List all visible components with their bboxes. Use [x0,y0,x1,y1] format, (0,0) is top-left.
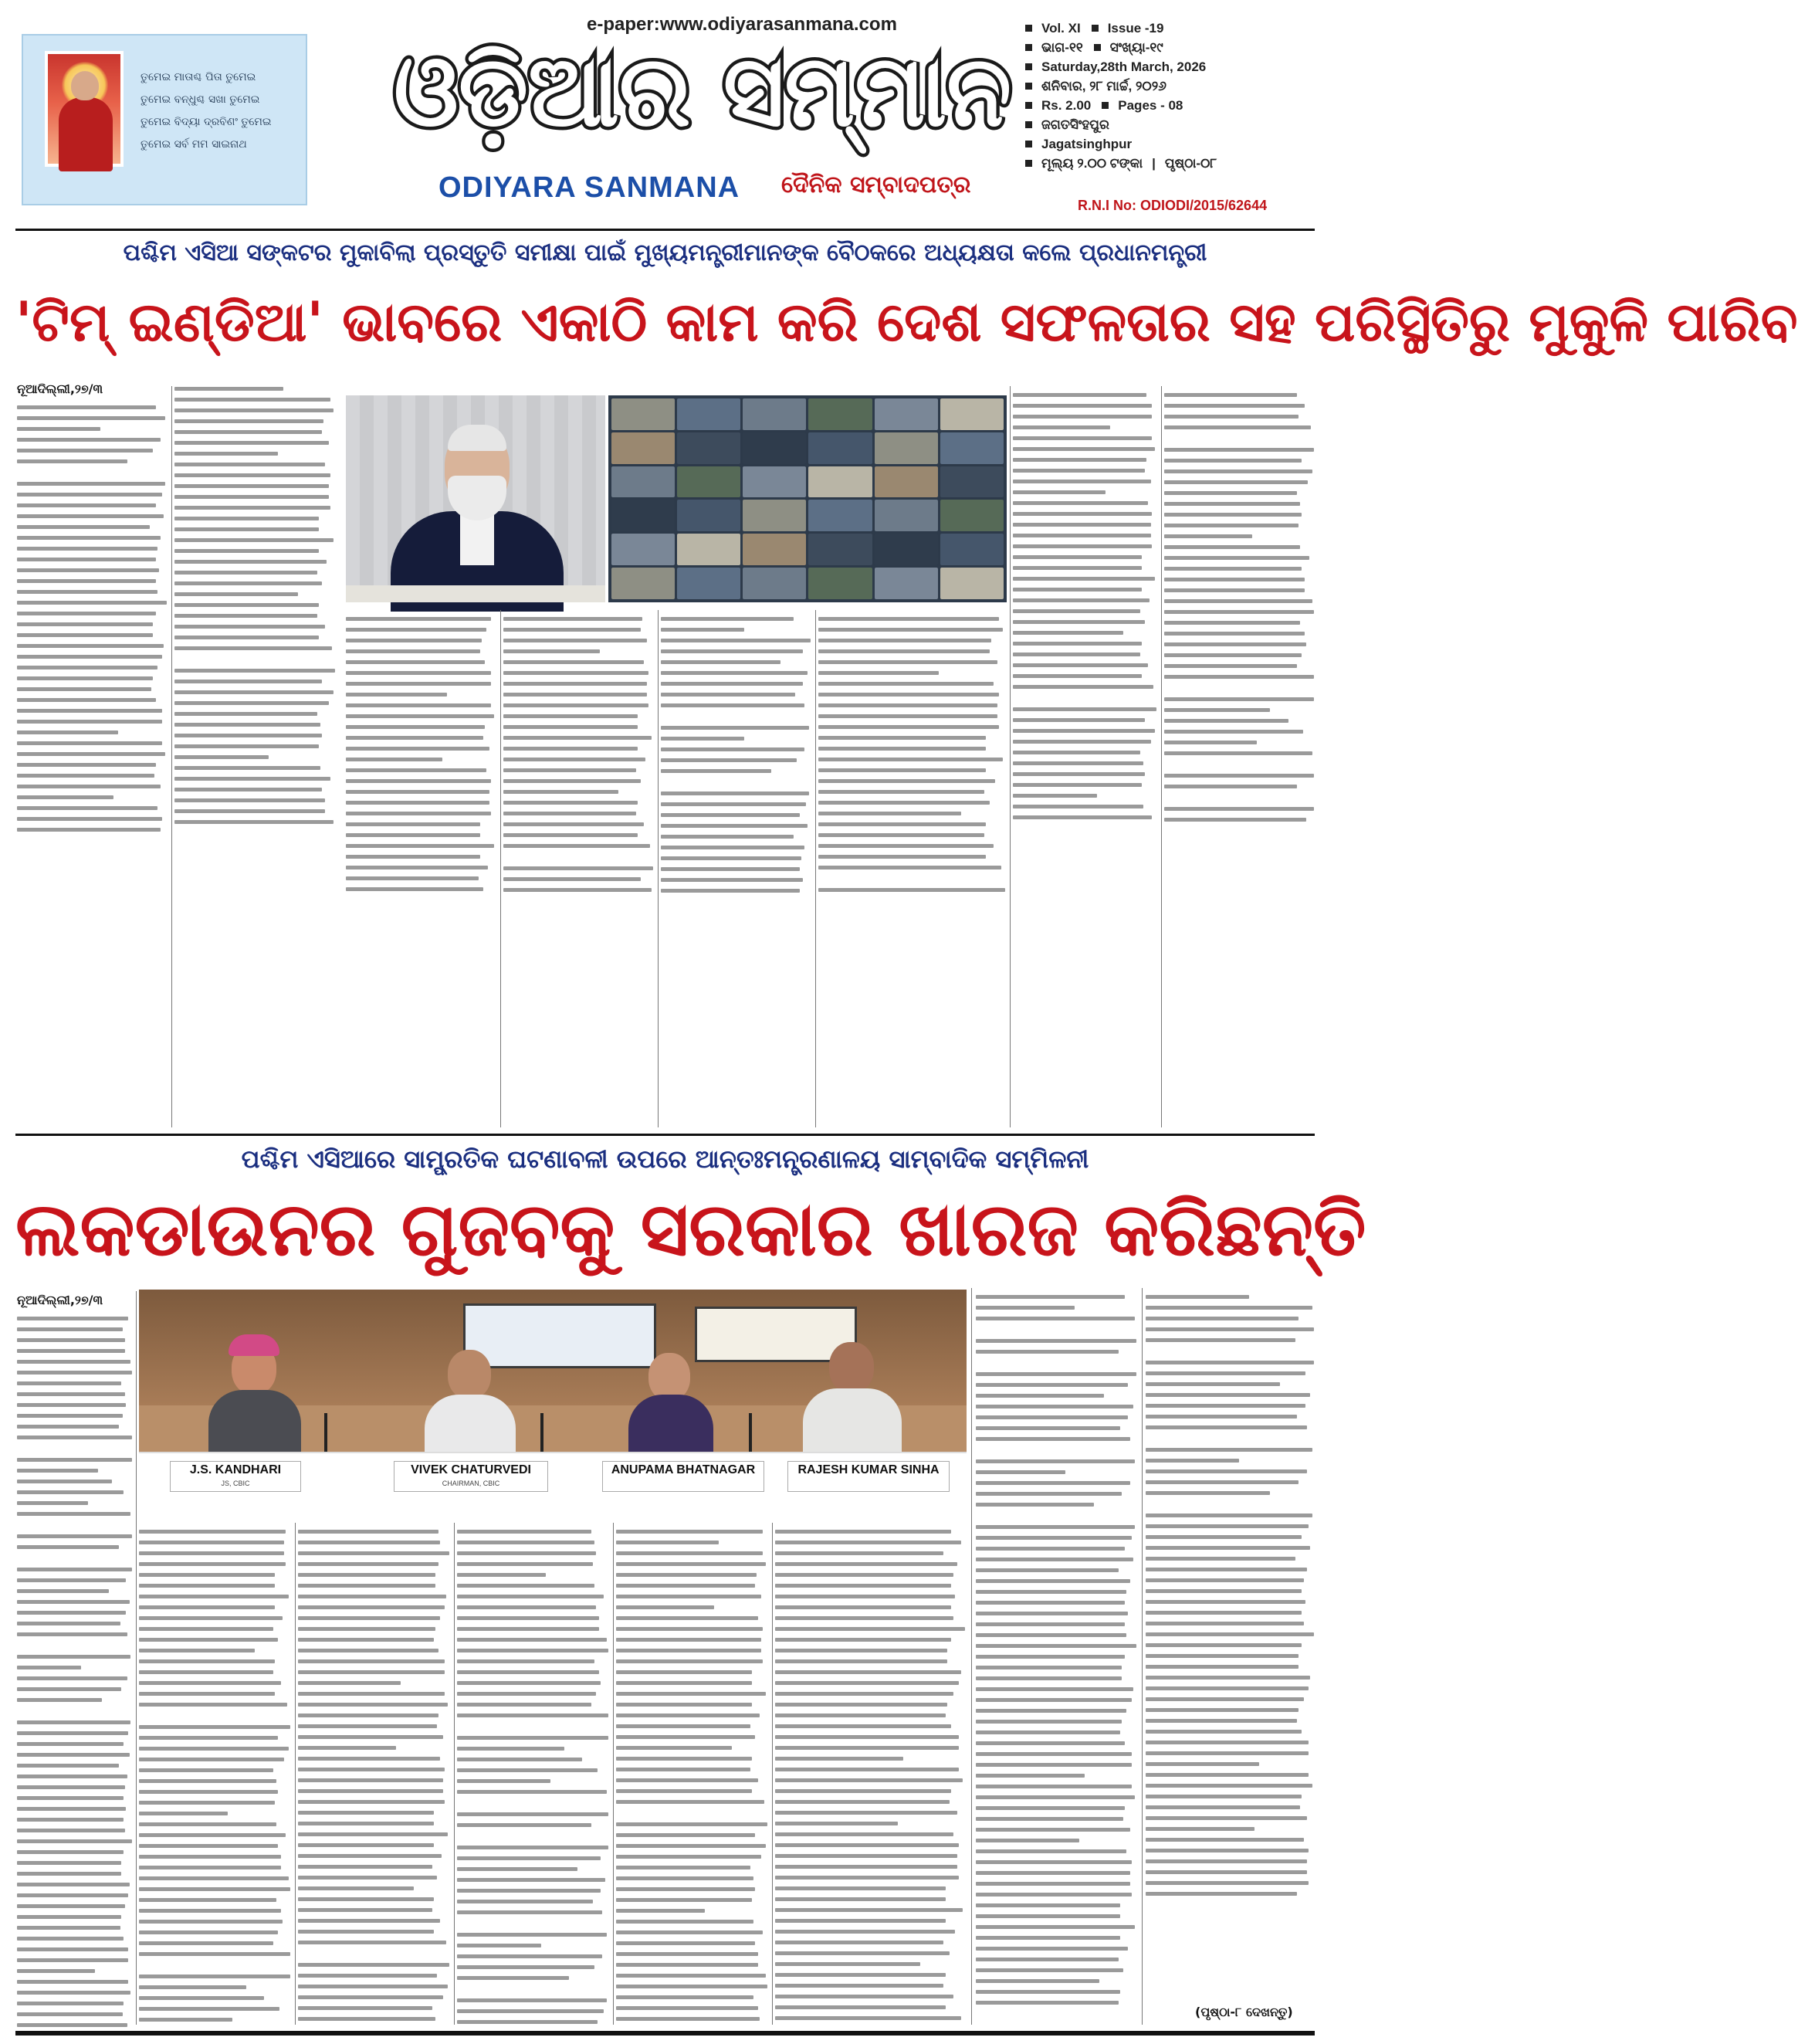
page-bottom-rule [15,2031,1315,2036]
place-english: Jagatsinghpur [1041,136,1133,151]
story1-col-3 [346,610,497,898]
newspaper-tagline: ଦୈନିକ ସମ୍ବାଦପତ୍ର [781,171,971,198]
prayer-lines [141,66,303,156]
story2-kicker: ପଶ୍ଚିମ ଏସିଆରେ ସାମ୍ପ୍ରତିକ ଘଟଣାବଳୀ ଉପରେ ଆନ୍ତଃମନ୍ତ୍ରଣାଳୟ ସାମ୍ବାଦିକ ସମ୍ମିଳନୀ [241,1144,1089,1174]
pages: Pages - 08 [1118,97,1183,113]
story1-col-1 [17,380,168,839]
newspaper-title-english: ODIYARA SANMANA [438,171,740,204]
story1-col-2 [174,380,337,831]
story2-col-2 [139,1523,292,2029]
svg-text:ଓଡ଼ିଆର ସମ୍ମାନ: ଓଡ଼ିଆର ସମ୍ମାନ [394,34,1043,149]
story2-col-4 [457,1523,610,2031]
nameplate-chaturvedi [394,1461,548,1492]
volume: Vol. XI [1041,20,1081,36]
nameplate-bhatnagar [602,1461,764,1492]
story1-kicker: ପଶ୍ଚିମ ଏସିଆ ସଙ୍କଟର ମୁକାବିଲା ପ୍ରସ୍ତୁତି ସମୀକ୍ଷା ପାଇଁ ମୁଖ୍ୟମନ୍ତ୍ରୀମାନଙ୍କ ବୈଠକରେ ଅଧ୍ୟକ୍ଷତା କଲେ ପ୍ରଧାନମନ୍ତ୍ରୀ [123,239,1207,266]
price: Rs. 2.00 [1041,97,1092,113]
date-odia: ଶନିବାର, ୨୮ ମାର୍ଚ୍ଚ, ୨୦୨୬ [1041,78,1166,93]
prayer-line: ତୁମେଇ ବିଦ୍ୟା ଦ୍ରବିଣଂ ତୁମେଇ [141,116,272,128]
story-divider [15,1134,1315,1136]
nameplate-name: J.S. KANDHARI [189,1463,282,1476]
story1-col-8 [1164,386,1315,829]
story1-dateline: ନୂଆଦିଲ୍ଲୀ,୨୭/୩ [17,381,103,396]
rni-number: R.N.I No: ODIODI/2015/62644 [1078,198,1268,213]
story1-col-5 [661,610,812,900]
pm-video-conference-photo [346,395,605,602]
story2-col-3 [298,1523,451,2028]
story2-col-6 [775,1523,967,2027]
story1-headline: 'ଟିମ୍ ଇଣ୍ଡିଆ' ଭାବରେ ଏକାଠି କାମ କରି ଦେଶ ସଫଳତାର ସହ ପରିସ୍ଥିତିରୁ ମୁକୁଳି ପାରିବ [15,290,1798,354]
masthead-rule [15,229,1315,231]
story2-dateline: ନୂଆଦିଲ୍ଲୀ,୨୭/୩ [17,1293,103,1307]
epaper-url[interactable]: e-paper:www.odiyarasanmana.com [587,14,897,35]
story2-col-7 [976,1288,1138,2012]
pages-odia: ପୃଷ୍ଠା-୦୮ [1164,155,1217,171]
date-english: Saturday,28th March, 2026 [1041,59,1207,74]
nameplate-name: RAJESH KUMAR SINHA [797,1463,940,1476]
story1-col-7 [1013,386,1158,826]
nameplate-name: VIVEK CHATURVEDI [411,1463,531,1476]
prayer-line: ତୁମେଇ ମାତାଶ୍ଚ ପିତା ତୁମେଇ [141,71,256,83]
sai-baba-box [22,34,307,205]
press-conference-photo [139,1290,967,1512]
prayer-line: ତୁମେଇ ସର୍ବ ମମ ସାଇନାଥ [141,138,247,151]
issue-meta: Vol. XI Issue -19 ଭାଗ-୧୧ ସଂଖ୍ୟା-୧୯ Saturday,28th March, 2026 ଶନିବାର, ୨୮ ମାର୍ଚ୍ଚ, ୨୦୨୬ Rs. 2.00 Pages - 08 ଜଗତସିଂହପୁର Jagatsinghpur ମୂଲ୍ୟ ୨.୦୦ ଟଙ୍କା | ପୃଷ୍ଠା-୦୮ [1025,19,1319,173]
issue: Issue -19 [1107,20,1164,36]
nameplate-designation: JS, CBIC [221,1480,250,1487]
masthead [0,0,1330,224]
nameplate-sinha [787,1461,950,1492]
story2-headline: ଲକଡାଉନର ଗୁଜବକୁ ସରକାର ଖାରଜ କରିଛନ୍ତି [15,1186,1366,1273]
story2-col-8 [1146,1288,1315,1903]
prayer-line: ତୁମେଇ ବନ୍ଧୁଶ୍ଚ ସଖା ତୁମେଇ [141,93,260,106]
nameplate-kandhari [170,1461,301,1492]
sai-baba-photo [45,51,124,167]
nameplate-name: ANUPAMA BHATNAGAR [611,1463,756,1476]
story2-col-5 [616,1523,769,2028]
sankhya: ସଂଖ୍ୟା-୧୯ [1109,39,1163,55]
price-odia: ମୂଲ୍ୟ ୨.୦୦ ଟଙ୍କା [1041,155,1143,171]
nameplate-designation: CHAIRMAN, CBIC [442,1480,500,1487]
story2-col-1 [17,1291,133,2034]
chief-ministers-video-wall-photo [608,395,1007,602]
bhaga: ଭାଗ-୧୧ [1041,39,1083,55]
story1-col-4 [503,610,655,899]
place-odia: ଜଗତସିଂହପୁର [1041,117,1109,132]
continued-on-page-8[interactable]: (ପୃଷ୍ଠା-୮ ଦେଖନ୍ତୁ) [1195,2005,1293,2019]
newspaper-title-odia [386,34,1043,149]
story1-col-6 [818,610,1007,899]
